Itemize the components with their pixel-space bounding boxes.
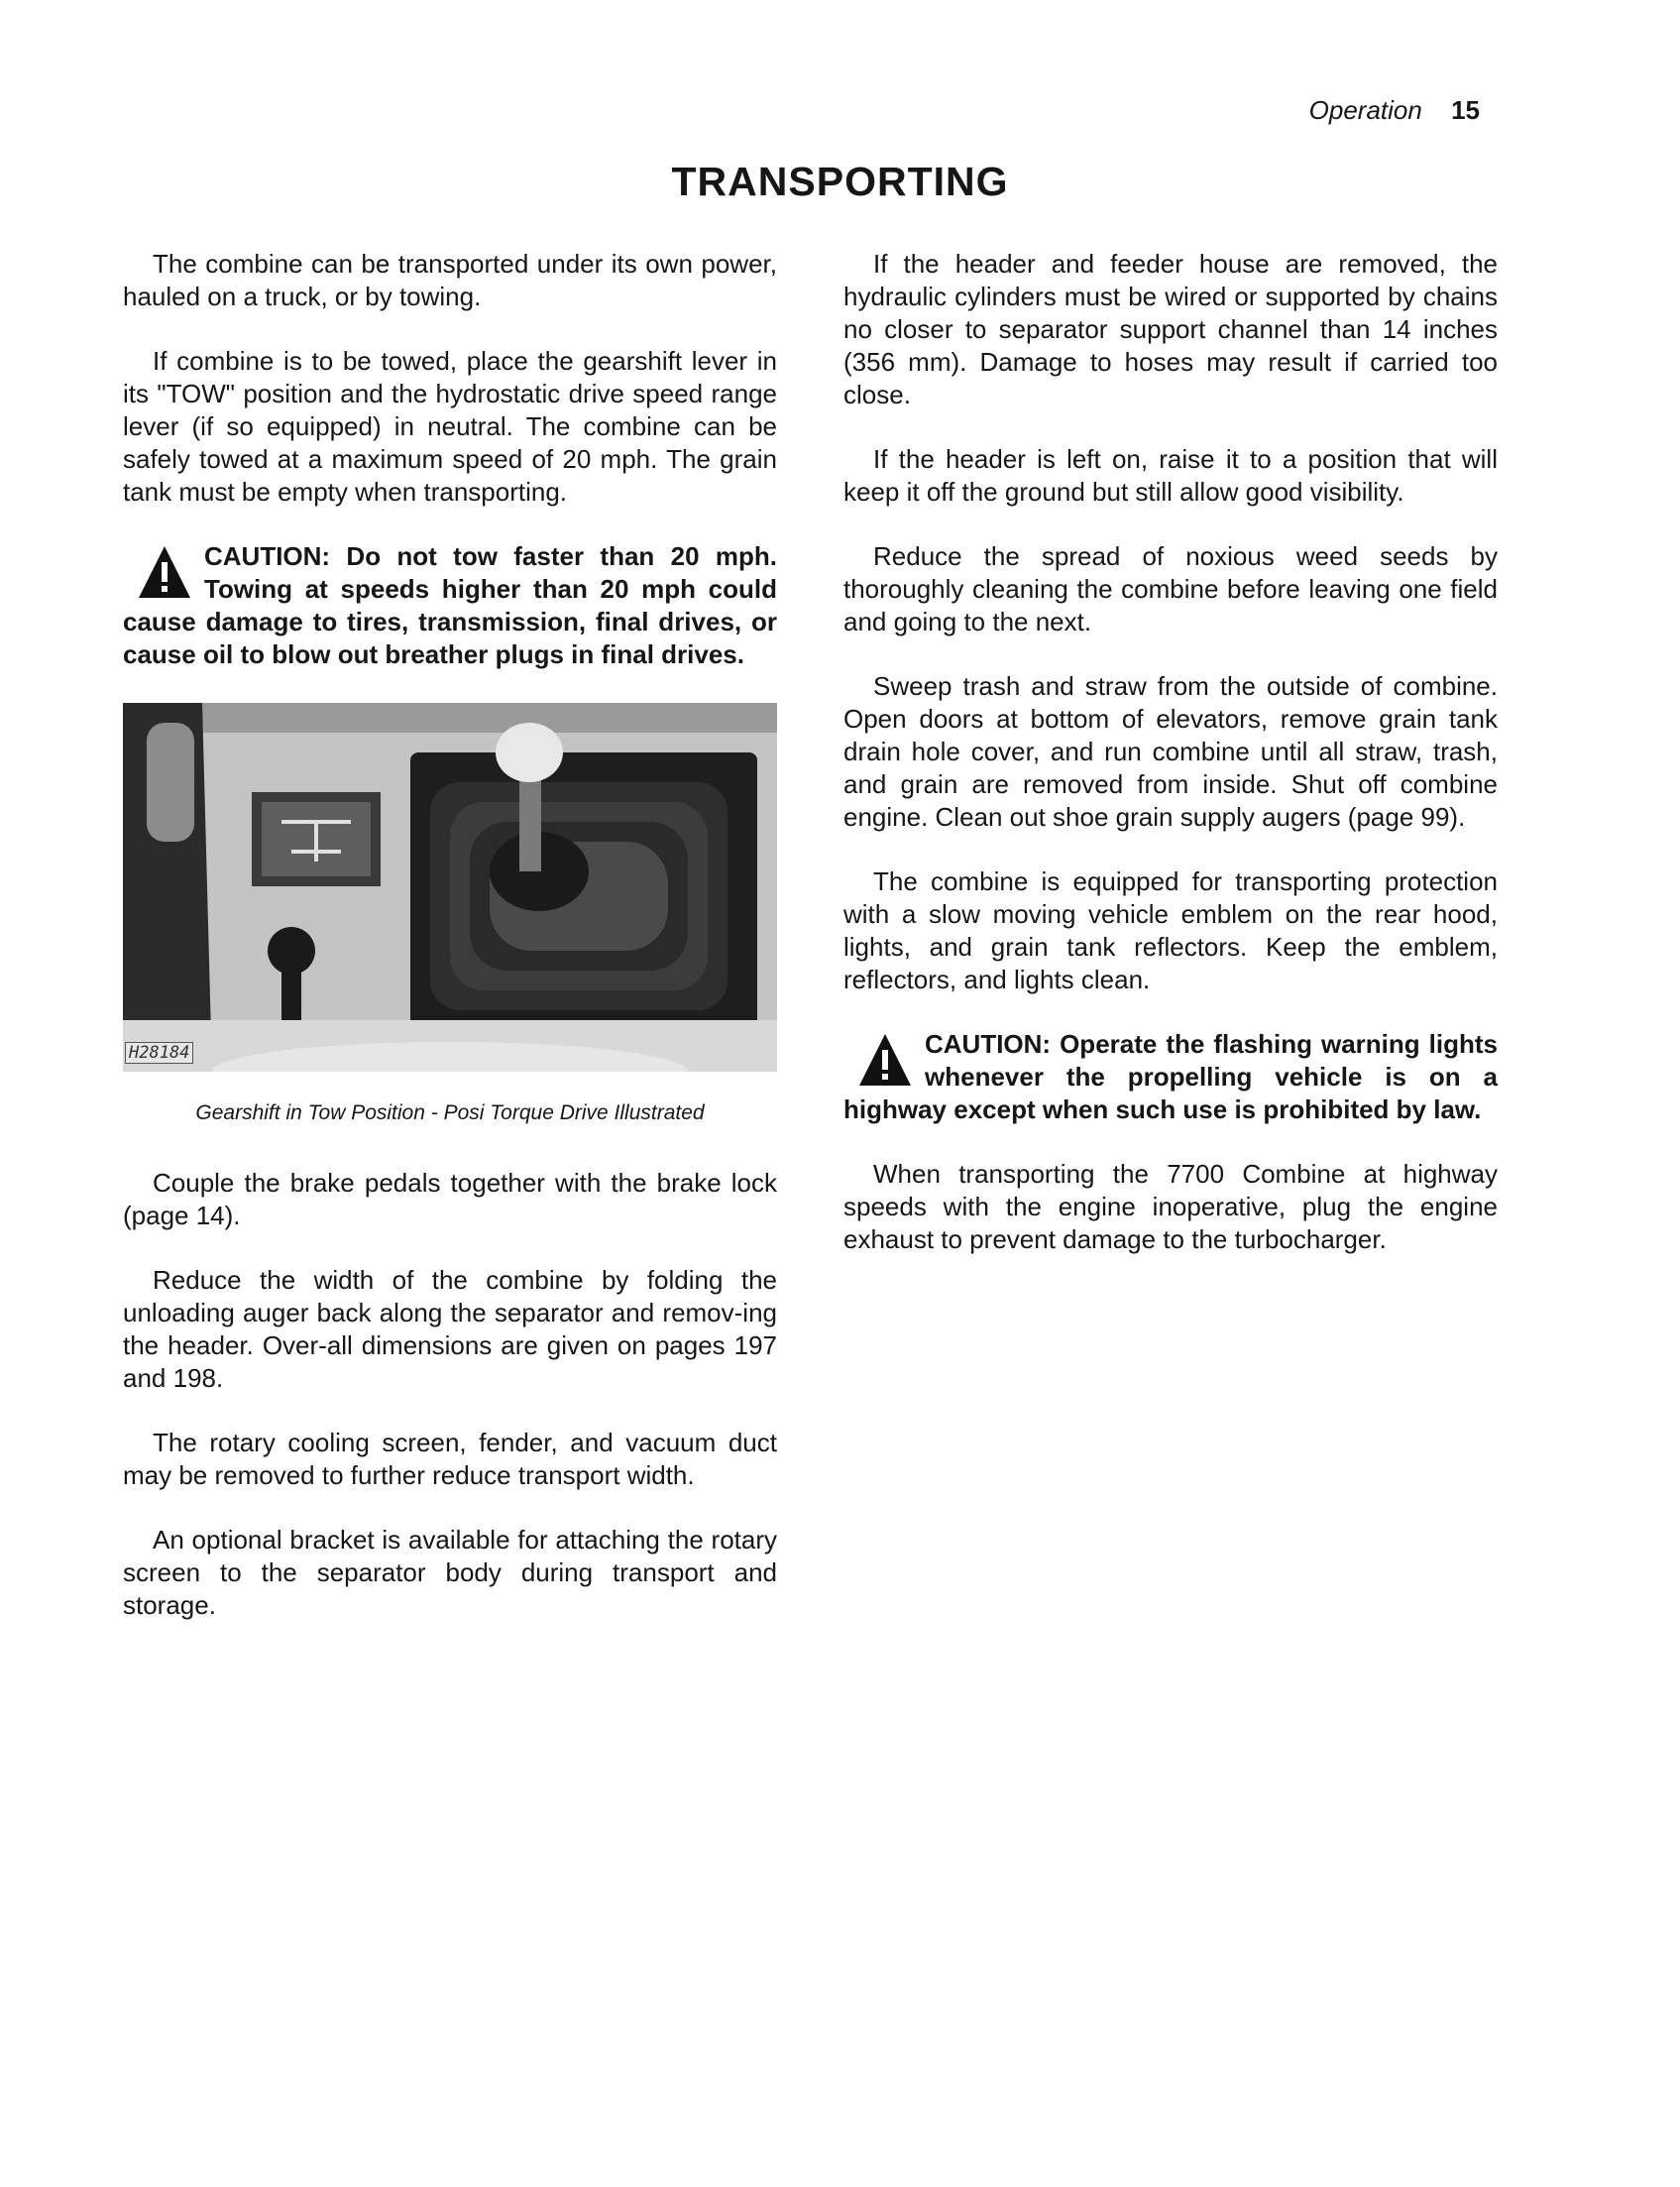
left-column [123, 248, 777, 1654]
paragraph: If combine is to be towed, place the gearshift lever in its "TOW" position and the hydrostatic drive speed range lever (if so equipped) in neutral. The combine can be safely towed at a maximum speed of 20 mph. The grain tank must be empty when transporting. [123, 346, 777, 507]
gearshift-photo [123, 703, 777, 1072]
paragraph: Sweep trash and straw from the outside of combine. Open doors at bottom of elevators, remove grain tank drain hole cover, and run combine until all straw, trash, and grain are removed from inside. Shut off combine engine. Clean out shoe grain supply augers (page 99). [843, 671, 1498, 832]
paragraph: If the header and feeder house are removed, the hydraulic cylinders must be wired or supported by chains no closer to separator support channel than 14 inches (356 mm). Damage to hoses may result if carried too close. [843, 249, 1498, 409]
page-title: TRANSPORTING [671, 159, 1009, 204]
paragraph: When transporting the 7700 Combine at highway speeds with the engine inoperative, plug the engine exhaust to prevent damage to the turbocharger. [843, 1159, 1498, 1254]
figure-id: H28184 [125, 1042, 193, 1064]
page-header [1309, 95, 1480, 125]
paragraph: Couple the brake pedals together with the brake lock (page 14). [123, 1168, 777, 1230]
caution-text: CAUTION: Do not tow faster than 20 mph. Towing at speeds higher than 20 mph could cause damage to tires, transmission, final drives, or cause oil to blow out breather plugs in final drives. [123, 541, 777, 669]
warning-triangle-icon [137, 542, 192, 604]
paragraph: Reduce the width of the combine by folding the unloading auger back along the separator and remov-ing the header. Over-all dimensions are given on pages 197 and 198. [123, 1265, 777, 1393]
caution-block [123, 540, 777, 671]
paragraph: An optional bracket is available for attaching the rotary screen to the separator body during transport and storage. [123, 1525, 777, 1620]
warning-triangle-icon [857, 1030, 913, 1092]
paragraph: Reduce the spread of noxious weed seeds by thoroughly cleaning the combine before leaving one field and going to the next. [843, 541, 1498, 636]
page-number: 15 [1451, 95, 1480, 125]
caution-block [843, 1028, 1498, 1126]
caution-text: CAUTION: Operate the flashing warning lights whenever the propelling vehicle is on a highway except when such use is prohibited by law. [843, 1029, 1498, 1124]
gearshift-illustration [123, 703, 777, 1072]
section-name: Operation [1308, 95, 1422, 125]
right-column [843, 248, 1498, 1288]
paragraph: The combine can be transported under its own power, hauled on a truck, or by towing. [123, 249, 777, 311]
figure-caption: Gearshift in Tow Position - Posi Torque Drive Illustrated [195, 1101, 705, 1124]
paragraph: The rotary cooling screen, fender, and vacuum duct may be removed to further reduce transport width. [123, 1428, 777, 1490]
paragraph: The combine is equipped for transporting protection with a slow moving vehicle emblem on the rear hood, lights, and grain tank reflectors. Keep the emblem, reflectors, and lights clean. [843, 866, 1498, 994]
paragraph: If the header is left on, raise it to a position that will keep it off the ground but still allow good visibility. [843, 444, 1498, 507]
